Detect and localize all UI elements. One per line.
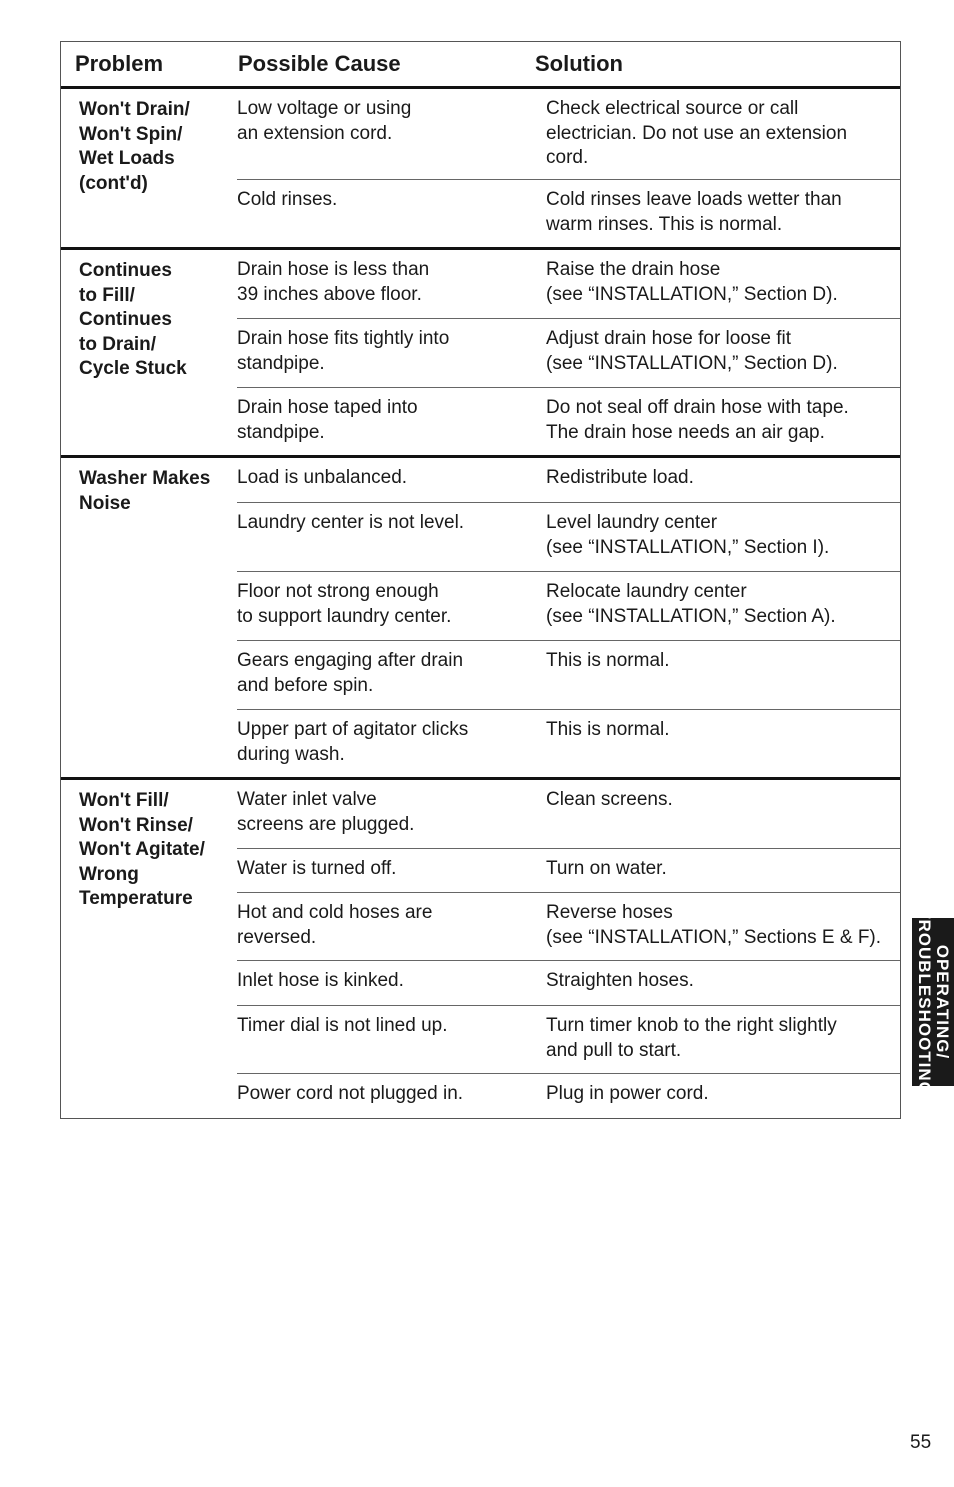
problem-group xyxy=(61,250,900,458)
possible-cause-cell: Low voltage or using an extension cord. xyxy=(237,98,412,144)
possible-cause-cell: Gears engaging after drain and before spin. xyxy=(237,650,464,696)
table-row xyxy=(237,710,900,777)
solution-cell: Level laundry center (see “INSTALLATION,” Section I). xyxy=(546,512,830,558)
header-solution: Solution xyxy=(535,51,623,76)
solution-cell: Do not seal off drain hose with tape. The drain hose needs an air gap. xyxy=(546,397,849,443)
solution-cell: Raise the drain hose (see “INSTALLATION,” Section D). xyxy=(546,259,838,305)
possible-cause-cell: Laundry center is not level. xyxy=(237,512,465,533)
table-row xyxy=(237,89,900,180)
possible-cause-cell: Drain hose fits tightly into standpipe. xyxy=(237,328,450,374)
table-row xyxy=(237,319,900,388)
section-side-tab xyxy=(912,908,954,1096)
possible-cause-cell: Water is turned off. xyxy=(237,858,397,879)
table-row xyxy=(237,503,900,572)
cause-solution-rows xyxy=(237,89,900,247)
possible-cause-cell: Water inlet valve screens are plugged. xyxy=(237,789,415,835)
possible-cause-cell: Hot and cold hoses are reversed. xyxy=(237,902,433,948)
troubleshooting-table xyxy=(60,41,901,1119)
possible-cause-cell: Power cord not plugged in. xyxy=(237,1083,464,1104)
solution-cell: Turn on water. xyxy=(546,858,667,879)
possible-cause-cell: Timer dial is not lined up. xyxy=(237,1015,448,1036)
problem-label: Won't Fill/ Won't Rinse/ Won't Agitate/ Wrong Temperature xyxy=(79,790,205,909)
table-header xyxy=(61,42,900,89)
header-possible-cause: Possible Cause xyxy=(238,51,401,76)
solution-cell: Relocate laundry center (see “INSTALLATION,” Section A). xyxy=(546,581,836,627)
table-row xyxy=(237,1074,900,1118)
solution-cell: Reverse hoses (see “INSTALLATION,” Sections E & F). xyxy=(546,902,882,948)
solution-cell: Cold rinses leave loads wetter than warm rinses. This is normal. xyxy=(546,189,842,235)
table-row xyxy=(237,849,900,893)
cause-solution-rows xyxy=(237,250,900,455)
solution-cell: Adjust drain hose for loose fit (see “INSTALLATION,” Section D). xyxy=(546,328,838,374)
solution-cell: This is normal. xyxy=(546,650,670,671)
problem-group xyxy=(61,89,900,250)
possible-cause-cell: Load is unbalanced. xyxy=(237,467,408,488)
solution-cell: Check electrical source or call electrician. Do not use an extension cord. xyxy=(546,98,848,168)
problem-label: Won't Drain/ Won't Spin/ Wet Loads (cont'd) xyxy=(79,99,190,194)
possible-cause-cell: Drain hose is less than 39 inches above floor. xyxy=(237,259,430,305)
table-row xyxy=(237,180,900,247)
header-problem: Problem xyxy=(75,51,164,76)
solution-cell: Plug in power cord. xyxy=(546,1083,709,1104)
section-tab-label: OPERATING/ TROUBLESHOOTING xyxy=(915,908,952,1096)
problem-group xyxy=(61,780,900,1118)
table-row xyxy=(237,1006,900,1074)
cause-solution-rows xyxy=(237,780,900,1118)
table-row xyxy=(237,458,900,503)
solution-cell: Turn timer knob to the right slightly and pull to start. xyxy=(546,1015,837,1061)
possible-cause-cell: Inlet hose is kinked. xyxy=(237,970,404,991)
problem-label: Continues to Fill/ Continues to Drain/ Cycle Stuck xyxy=(79,260,187,379)
table-row xyxy=(237,388,900,455)
problem-label: Washer Makes Noise xyxy=(79,468,211,514)
possible-cause-cell: Upper part of agitator clicks during wash. xyxy=(237,719,469,765)
table-row xyxy=(237,572,900,641)
solution-cell: This is normal. xyxy=(546,719,670,740)
cause-solution-rows xyxy=(237,458,900,777)
solution-cell: Clean screens. xyxy=(546,789,673,810)
solution-cell: Straighten hoses. xyxy=(546,970,694,991)
possible-cause-cell: Drain hose taped into standpipe. xyxy=(237,397,418,443)
table-row xyxy=(237,780,900,849)
possible-cause-cell: Floor not strong enough to support laundry center. xyxy=(237,581,452,627)
table-body xyxy=(61,89,900,1118)
table-row xyxy=(237,893,900,961)
page-number: 55 xyxy=(910,1432,932,1453)
solution-cell: Redistribute load. xyxy=(546,467,694,488)
problem-group xyxy=(61,458,900,780)
table-row xyxy=(237,250,900,319)
table-row xyxy=(237,961,900,1006)
table-row xyxy=(237,641,900,710)
possible-cause-cell: Cold rinses. xyxy=(237,189,338,210)
